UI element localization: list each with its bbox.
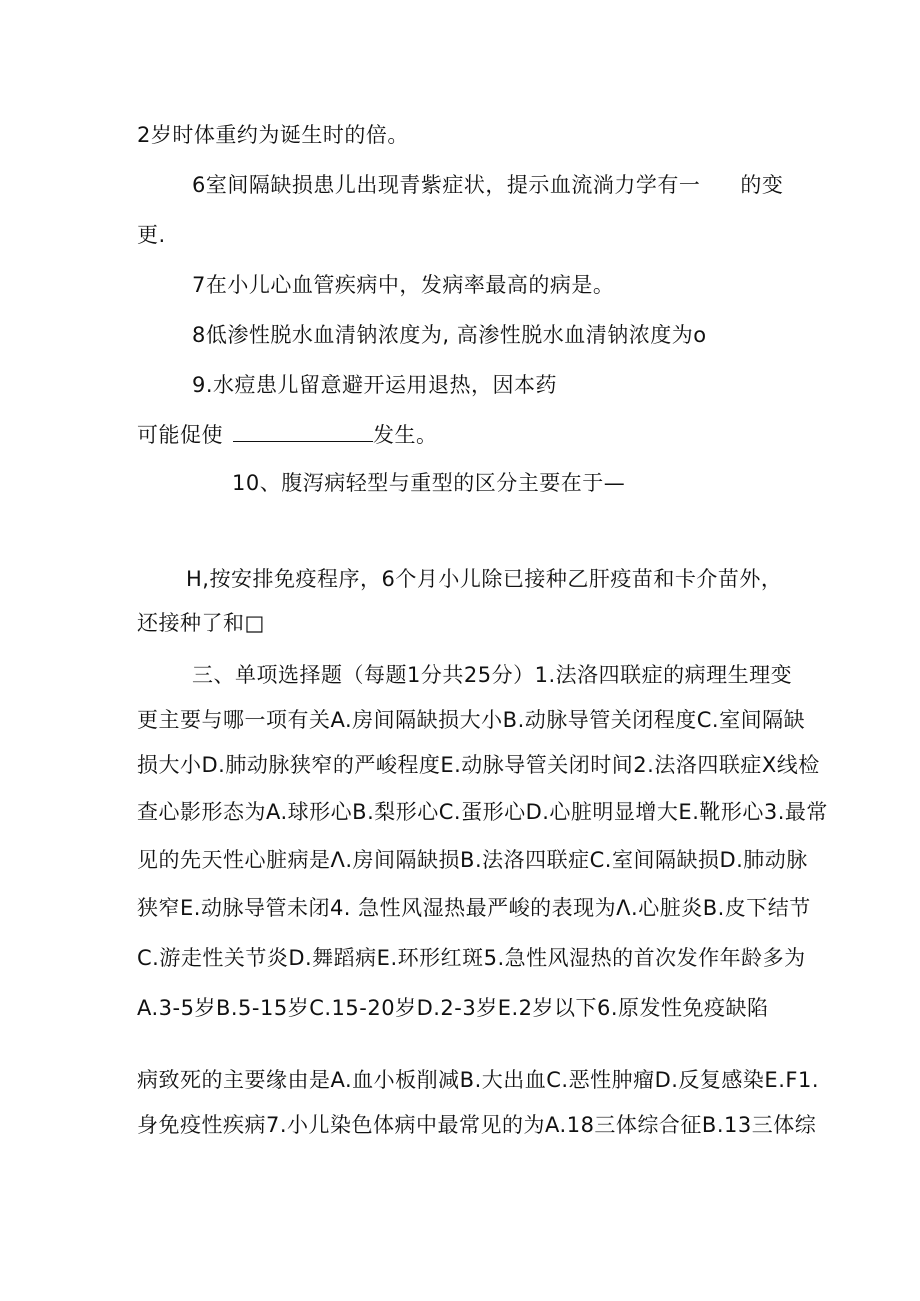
line-text: 更. [137,223,166,247]
text-line-5 [192,320,707,350]
line-text: C.游走性关节炎D.舞蹈病E.环形红斑5.急性风湿热的首次发作年龄多为 [137,946,806,970]
line-text-end: 发生。 [373,423,438,447]
text-line-9 [186,564,782,594]
text-line-2 [192,170,783,200]
text-line-19 [137,1065,819,1095]
text-line-18 [137,993,769,1023]
text-line-15 [137,845,808,875]
line-text: 6室间隔缺损患儿出现青紫症状，提示血流淌力学有一 [192,173,701,197]
text-line-13 [137,750,820,780]
line-text: 损大小D.肺动脉狭窄的严峻程度E.动脉导管关闭时间2.法洛四联症X线检 [137,753,820,777]
fill-in-blank [233,419,373,442]
line-text: A.3-5岁B.5-15岁C.15-20岁D.2-3岁E.2岁以下6.原发性免疫缺陷 [137,996,769,1020]
text-line-20 [137,1110,816,1140]
line-text: 还接种了和□ [137,611,265,635]
text-line-11 [192,660,792,690]
line-text: 可能促使 [137,423,223,447]
text-line-3 [137,220,166,250]
text-line-10 [137,608,265,638]
line-text: H,按安排免疫程序，6个月小儿除已接种乙肝疫苗和卡介苗外， [186,567,783,591]
line-text: 见的先天性心脏病是Λ.房间隔缺损B.法洛四联症C.室间隔缺损D.肺动脉 [137,848,808,872]
text-line-4 [192,270,614,300]
line-text: 更主要与哪一项有关A.房间隔缺损大小B.动脉导管关闭程度C.室间隔缺 [137,708,806,732]
text-line-14 [137,797,828,827]
line-text: 2岁时体重约为诞生时的倍。 [137,123,409,147]
line-text: 身免疫性疾病7.小儿染色体病中最常见的为A.18三体综合征B.13三体综 [137,1113,817,1137]
text-line-12 [137,705,805,735]
text-line-17 [137,943,806,973]
text-line-1 [137,120,409,150]
line-text: 病致死的主要缘由是A.血小板削减B.大出血C.恶性肿瘤D.反复感染E.F1. [137,1068,819,1092]
line-text: 查心影形态为A.球形心B.梨形心C.蛋形心D.心脏明显增大E.靴形心3.最常 [137,800,828,824]
text-line-16 [137,893,811,923]
line-text: 10、腹泻病轻型与重型的区分主要在于— [232,471,626,495]
text-line-6 [192,370,557,400]
line-text: 7在小儿心血管疾病中，发病率最高的病是。 [192,273,615,297]
line-text: 三、单项选择题（每题1分共25分）1.法洛四联症的病理生理变 [192,663,793,687]
line-text-end: 的变 [740,173,784,197]
text-line-7 [137,419,438,450]
text-line-8 [232,468,625,498]
line-text: 8低渗性脱水血清钠浓度为, 高渗性脱水血清钠浓度为o [192,323,707,347]
line-text: 9.水痘患儿留意避开运用退热，因本药 [192,373,558,397]
line-text: 狭窄E.动脉导管未闭4. 急性风湿热最严峻的表现为Λ.心脏炎B.皮下结节 [137,896,811,920]
